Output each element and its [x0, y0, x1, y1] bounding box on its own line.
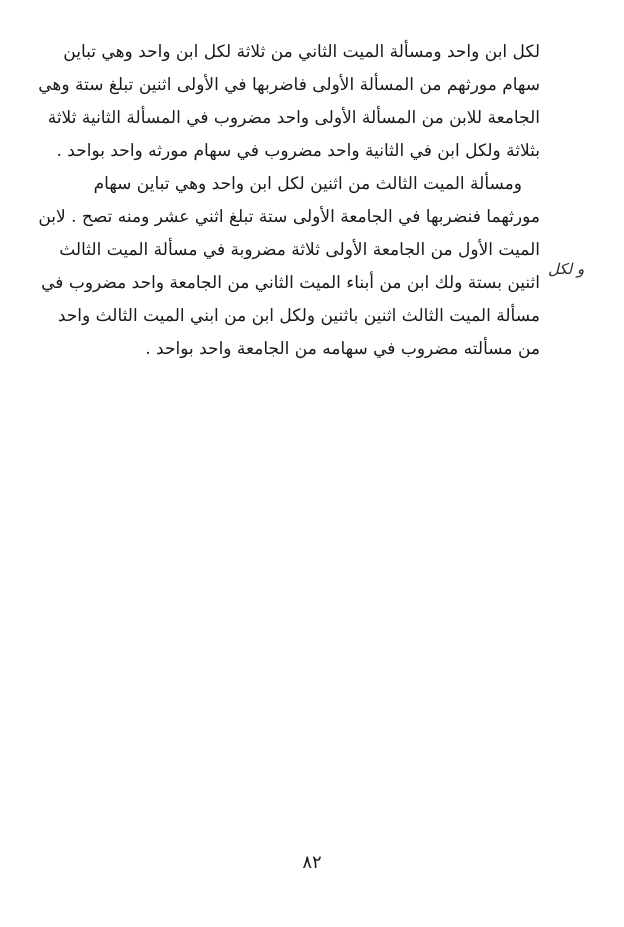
- text-line: بثلاثة ولكل ابن في الثانية واحد مضروب في سهام مورثه واحد بواحد .: [56, 141, 540, 161]
- text-line: الميت الأول من الجامعة الأولى ثلاثة مضروبة في مسألة الميت الثالث: [59, 240, 540, 260]
- text-line: الجامعة للابن من المسألة الأولى واحد مضروب في المسألة الثانية ثلاثة: [47, 108, 540, 128]
- handwritten-margin-note: و لكل: [548, 260, 585, 278]
- text-line: من مسألته مضروب في سهامه من الجامعة واحد بواحد .: [145, 339, 540, 359]
- paragraph-2: [38, 168, 540, 366]
- paragraph-1: [38, 36, 540, 168]
- text-line: مسألة الميت الثالث اثنين باثنين ولكل ابن من ابني الميت الثالث واحد: [57, 306, 540, 326]
- text-line: ومسألة الميت الثالث من اثنين لكل ابن واحد وهي تباين سهام: [93, 174, 522, 194]
- page-number: ٨٢: [302, 852, 322, 873]
- text-line: اثنين بستة ولك ابن من أبناء الميت الثاني من الجامعة واحد مضروب في: [41, 273, 540, 293]
- text-line: مورثهما فنضربها في الجامعة الأولى ستة تبلغ اثني عشر ومنه تصح . لابن: [38, 207, 540, 227]
- text-line: لكل ابن واحد ومسألة الميت الثاني من ثلاثة لكل ابن واحد وهي تباين: [63, 42, 540, 62]
- text-line: سهام مورثهم من المسألة الأولى فاضربها في الأولى اثنين تبلغ ستة وهي: [38, 75, 540, 95]
- body-text: [38, 36, 540, 366]
